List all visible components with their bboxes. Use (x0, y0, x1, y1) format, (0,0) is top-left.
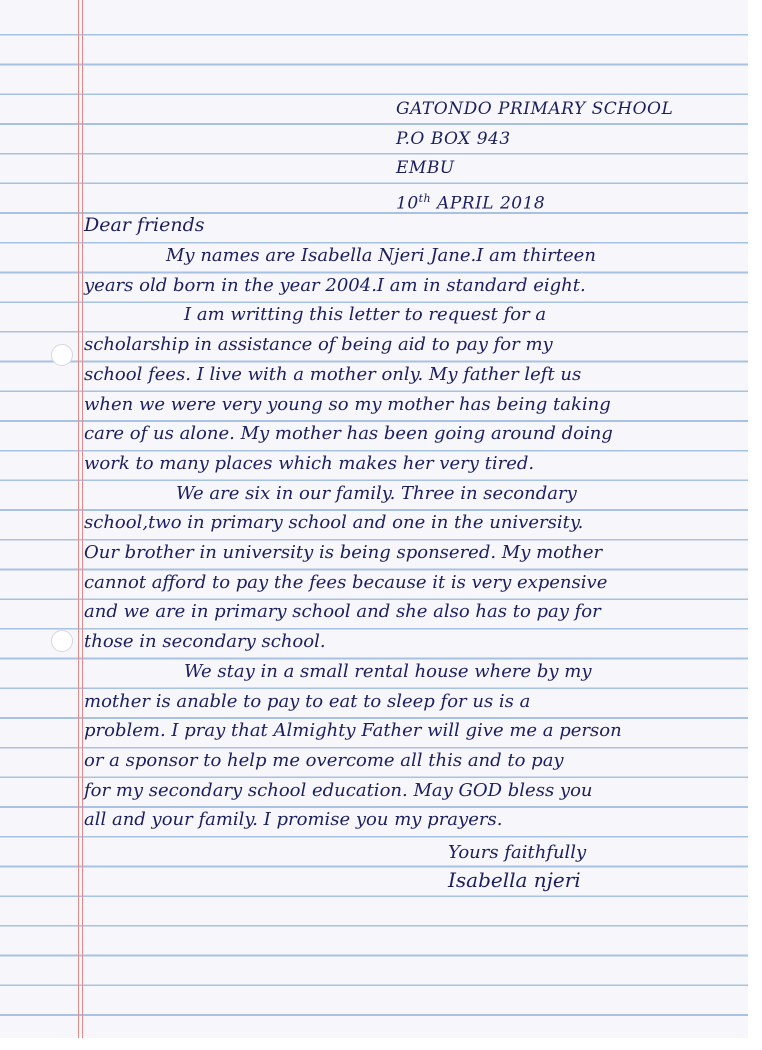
body-line: scholarship in assistance of being aid to pay for my (84, 334, 553, 356)
body-line: Our brother in university is being sponsered. My mother (84, 542, 603, 564)
body-line: We stay in a small rental house where by my (184, 660, 592, 682)
body-line: and we are in primary school and she also has to pay for (84, 601, 601, 623)
body-line: years old born in the year 2004.I am in standard eight. (84, 274, 586, 296)
body-line: care of us alone. My mother has been going around doing (84, 423, 613, 445)
body-line: work to many places which makes her very tired. (84, 452, 535, 474)
signature: Isabella njeri (448, 868, 581, 892)
body-line: all and your family. I promise you my prayers. (84, 809, 503, 831)
body-line: problem. I pray that Almighty Father will give me a person (84, 720, 622, 742)
punch-hole (51, 630, 73, 652)
sender-address (396, 95, 673, 219)
school-name: GATONDO PRIMARY SCHOOL (396, 99, 674, 119)
letter-body (84, 241, 744, 835)
salutation: Dear friends (84, 214, 205, 236)
body-line: school,two in primary school and one in the university. (84, 512, 584, 534)
body-line: We are six in our family. Three in secondary (176, 482, 577, 504)
body-line: My names are Isabella Njeri Jane.I am thirteen (166, 245, 596, 266)
body-line: those in secondary school. (84, 631, 326, 653)
body-line: when we were very young so my mother has being taking (84, 393, 611, 415)
body-line: mother is anable to pay to eat to sleep for us is a (84, 690, 531, 712)
po-box: P.O BOX 943 (396, 128, 511, 149)
body-line: cannot afford to pay the fees because it is very expensive (84, 571, 608, 593)
body-line: or a sponsor to help me overcome all this and to pay (84, 749, 564, 771)
town: EMBU (396, 158, 455, 179)
body-line: for my secondary school education. May GOD bless you (84, 779, 593, 801)
body-line: I am writting this letter to request for a (184, 304, 547, 326)
letter-date: 10th APRIL 2018 (396, 192, 546, 214)
body-line: school fees. I live with a mother only. My father left us (84, 363, 582, 385)
punch-hole (51, 344, 73, 366)
complimentary-close: Yours faithfully (448, 842, 587, 863)
margin-line (78, 0, 79, 1038)
